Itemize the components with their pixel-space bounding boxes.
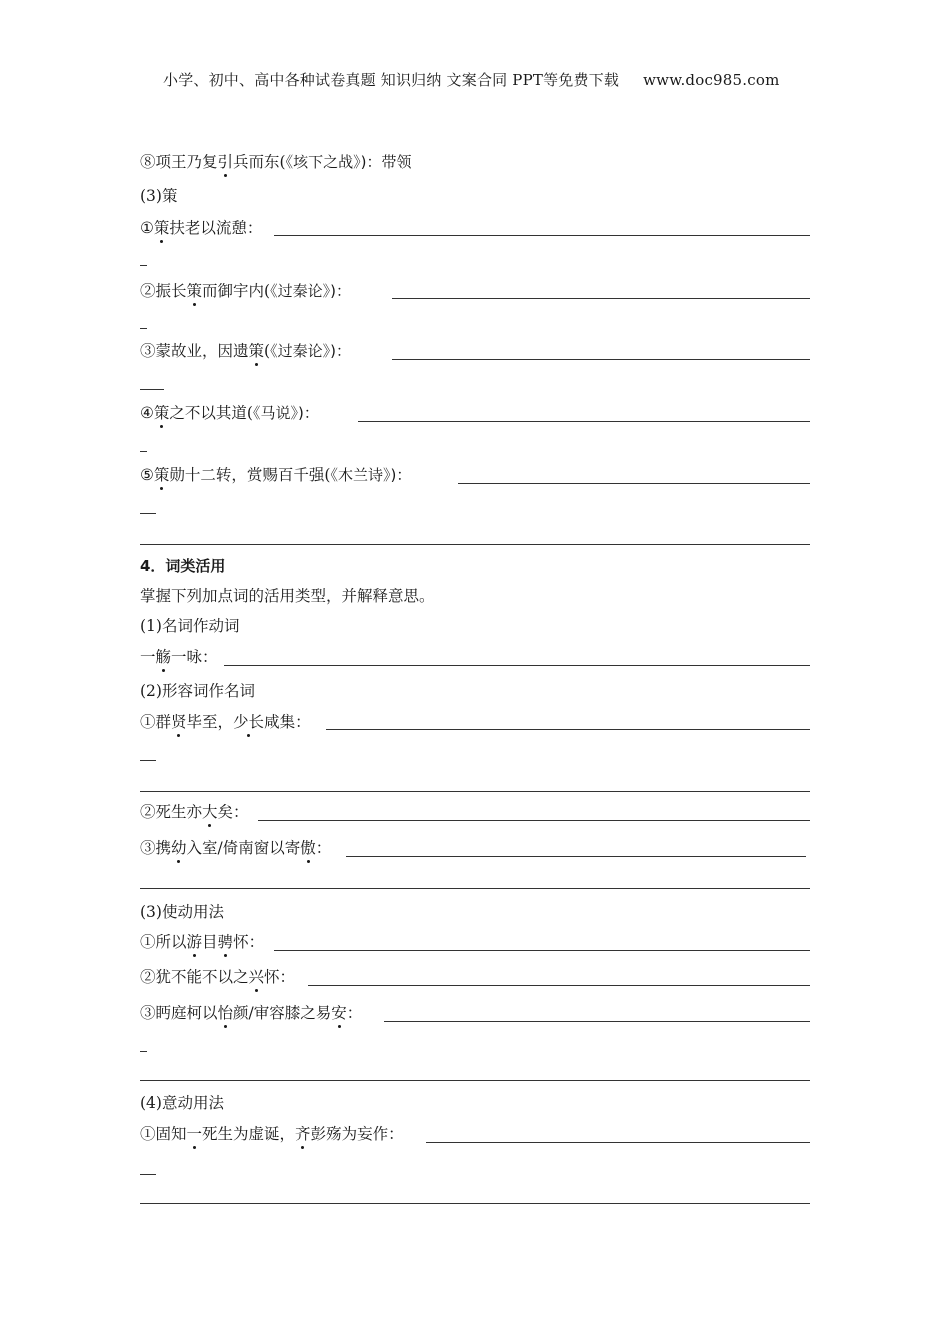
answer-line-tail[interactable] <box>140 760 156 761</box>
dotted-char: 大 <box>202 803 218 821</box>
dotted-char: 引 <box>217 153 234 171</box>
question-ce-5: ⑤策勋十二转，赏赐百千强(《木兰诗》)： <box>140 466 412 484</box>
dotted-char: 觞 <box>155 648 172 666</box>
section-heading: (3)策 <box>140 187 178 205</box>
dotted-char: 兴 <box>248 968 265 986</box>
source-title: 《过秦论》 <box>270 282 331 300</box>
item-8: ⑧项王乃复引兵而东(《垓下之战》)：带领 <box>140 153 412 171</box>
dotted-char: 傲 <box>300 839 316 857</box>
question-adj-noun-2: ②死生亦大矣： <box>140 803 249 821</box>
answer-line-tail[interactable] <box>140 265 147 266</box>
answer-line[interactable] <box>274 950 810 951</box>
question-causative-3: ③眄庭柯以怡颜/审容膝之易安： <box>140 1004 363 1022</box>
question-noun-verb: 一觞一咏： <box>140 648 218 666</box>
question-putative-1: ①固知一死生为虚诞，齐彭殇为妄作： <box>140 1125 404 1143</box>
answer-line[interactable] <box>140 888 810 889</box>
group-heading: (3)使动用法 <box>140 903 224 921</box>
answer-line[interactable] <box>258 820 810 821</box>
question-ce-2: ②振长策而御宇内(《过秦论》)： <box>140 282 351 300</box>
dotted-char: 少长 <box>233 713 265 731</box>
question-causative-2: ②犹不能不以之兴怀： <box>140 968 296 986</box>
question-ce-4: ④策之不以其道(《马说》)： <box>140 404 319 422</box>
answer-line[interactable] <box>392 298 810 299</box>
question-causative-1: ①所以游目骋怀： <box>140 933 265 951</box>
dotted-char: 策 <box>153 404 170 422</box>
source-title: 《过秦论》 <box>270 342 331 360</box>
answer-line[interactable] <box>224 665 810 666</box>
dotted-char: 一 <box>186 1125 203 1143</box>
answer-line-tail[interactable] <box>140 1051 147 1052</box>
answer-line[interactable] <box>392 359 810 360</box>
answer-line-tail[interactable] <box>140 513 156 514</box>
dotted-char: 贤 <box>171 713 187 731</box>
answer-line[interactable] <box>326 729 810 730</box>
dotted-char: 游 <box>186 933 203 951</box>
dotted-char: 策 <box>153 219 170 237</box>
dotted-char: 骋 <box>217 933 234 951</box>
page-header <box>163 69 780 90</box>
section-4-heading: 4．词类活用 <box>140 557 226 575</box>
header-url[interactable]: www.doc985.com <box>643 71 780 89</box>
answer-line-tail[interactable] <box>140 328 147 329</box>
answer-line-tail[interactable] <box>140 451 147 452</box>
answer-line[interactable] <box>458 483 810 484</box>
answer-line[interactable] <box>274 235 810 236</box>
answer-line-tail[interactable] <box>140 389 164 390</box>
question-adj-noun-1: ①群贤毕至，少长咸集： <box>140 713 311 731</box>
answer-line[interactable] <box>140 544 810 545</box>
question-adj-noun-3: ③携幼入室/倚南窗以寄傲： <box>140 839 332 857</box>
answer-line-tail[interactable] <box>140 1174 156 1175</box>
group-heading: (4)意动用法 <box>140 1094 224 1112</box>
answer-line[interactable] <box>384 1021 810 1022</box>
source-title: 《马说》 <box>252 404 298 422</box>
header-text: 小学、初中、高中各种试卷真题 知识归纳 文案合同 PPT等免费下载 <box>163 71 620 89</box>
answer-line[interactable] <box>140 791 810 792</box>
group-heading: (2)形容词作名词 <box>140 682 255 700</box>
dotted-char: 策 <box>153 466 170 484</box>
dotted-char: 安 <box>331 1004 347 1022</box>
dotted-char: 怡 <box>217 1004 234 1022</box>
answer-line[interactable] <box>346 856 806 857</box>
answer-line[interactable] <box>358 421 810 422</box>
source-title: 《木兰诗》 <box>330 466 391 484</box>
dotted-char: 齐 <box>295 1125 311 1143</box>
instruction: 掌握下列加点词的活用类型，并解释意思。 <box>140 587 435 605</box>
answer-line[interactable] <box>140 1080 810 1081</box>
source-title: 《垓下之战》 <box>285 153 361 171</box>
dotted-char: 幼 <box>171 839 187 857</box>
dotted-char: 策 <box>186 282 203 300</box>
question-ce-1: ①策扶老以流憩： <box>140 219 263 237</box>
answer-line[interactable] <box>426 1142 810 1143</box>
group-heading: (1)名词作动词 <box>140 617 240 635</box>
question-ce-3: ③蒙故业，因遗策(《过秦论》)： <box>140 342 351 360</box>
answer-line[interactable] <box>140 1203 810 1204</box>
answer-line[interactable] <box>308 985 810 986</box>
dotted-char: 策 <box>248 342 265 360</box>
